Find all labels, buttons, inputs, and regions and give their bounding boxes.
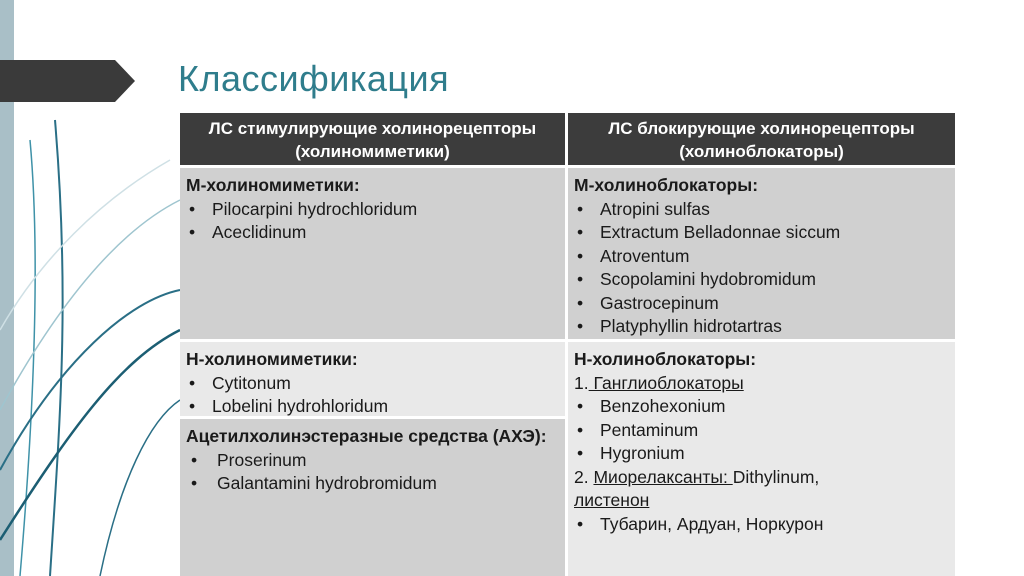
ganglioblockers-label: Ганглиоблокаторы [588, 372, 744, 393]
list-item: • Benzohexonium [574, 395, 949, 419]
list-item: • Pentaminum [574, 419, 949, 443]
m-blockers-heading: М-холиноблокаторы: [574, 175, 759, 195]
list-item: • Pilocarpini hydrochloridum [186, 198, 559, 222]
m-mimetics-heading: М-холиномиметики: [186, 175, 360, 195]
muscle-relaxants-line [574, 466, 949, 490]
classification-table [180, 113, 955, 576]
list-item: • Galantamini hydrobromidum [186, 472, 559, 496]
list-item: • Extractum Belladonnae siccum [574, 221, 949, 245]
title-arrow-decor [0, 60, 135, 102]
n-mimetics-cell [180, 342, 565, 416]
header-blocking: ЛС блокирующие холинорецепторы (холиноблокаторы) [568, 113, 955, 165]
list-item: • Atroventum [574, 245, 949, 269]
ganglioblockers-line [574, 372, 949, 396]
sub1-number: 1. [574, 372, 589, 393]
list-item: • Platyphyllin hidrotartras [574, 315, 949, 339]
list-item: • Hygronium [574, 442, 949, 466]
dithylinum-text: Dithylinum [732, 466, 815, 487]
list-item: • Lobelini hydrohloridum [186, 395, 559, 419]
listenon-text: листенон [574, 490, 650, 510]
m-mimetics-cell [180, 168, 565, 339]
ache-cell [180, 419, 565, 576]
header-stimulating: ЛС стимулирующие холинорецепторы (холиномиметики) [180, 113, 565, 165]
n-blockers-heading: Н-холиноблокаторы: [574, 349, 757, 369]
m-blockers-cell [568, 168, 955, 339]
dithylinum-comma: , [814, 466, 820, 487]
muscle-relaxants-label: Миорелаксанты: [593, 466, 733, 487]
n-mimetics-heading: Н-холиномиметики: [186, 349, 358, 369]
list-item: • Cytitonum [186, 372, 559, 396]
list-item: • Aceclidinum [186, 221, 559, 245]
list-item: • Scopolamini hydobromidum [574, 268, 949, 292]
ache-heading: Ацетилхолинэстеразные средства (АХЭ): [186, 426, 547, 446]
list-item: • Atropini sulfas [574, 198, 949, 222]
list-item: • Proserinum [186, 449, 559, 473]
list-item: • Gastrocepinum [574, 292, 949, 316]
list-item: • Тубарин, Ардуан, Норкурон [574, 513, 949, 537]
n-blockers-cell [568, 342, 955, 576]
slide-title: Классификация [178, 58, 450, 99]
sub2-number: 2. [574, 466, 594, 487]
